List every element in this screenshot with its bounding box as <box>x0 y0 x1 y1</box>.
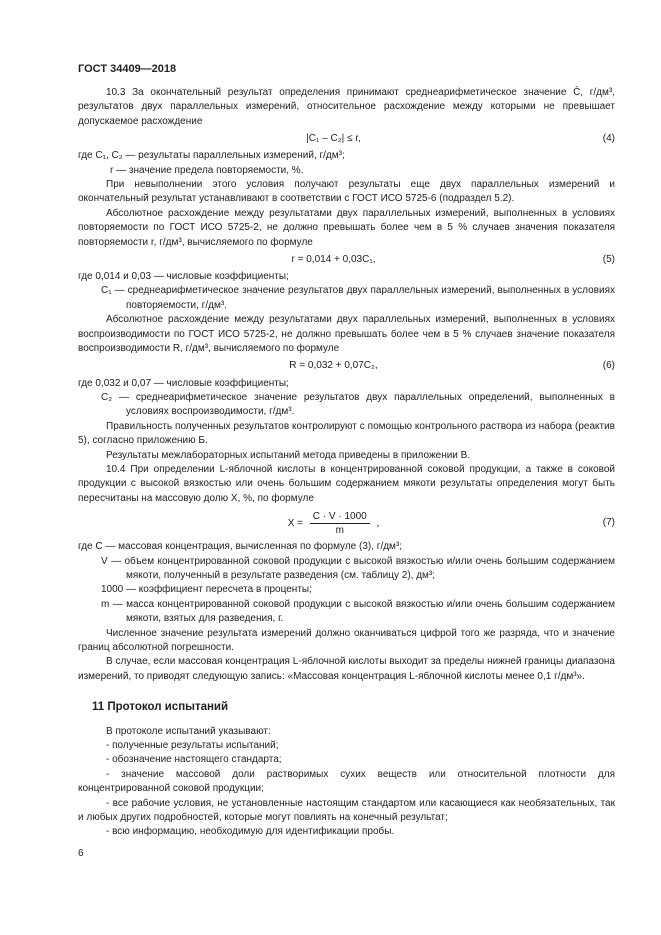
list-item: - значение массовой доли растворимых сухих веществ или относительной плотности для концентрированной соковой продукции; <box>78 768 615 795</box>
formula-expression <box>78 510 589 537</box>
where-clause: где C₁, C₂ — результаты параллельных измерений, г/дм³; <box>78 150 345 162</box>
formula-7 <box>78 506 615 540</box>
formula-expression: r = 0,014 + 0,03C₁, <box>291 253 376 265</box>
list-item: - полученные результаты испытаний; <box>106 740 279 752</box>
formula-5 <box>78 250 615 270</box>
where-clause: где C — массовая концентрация, вычисленная по формуле (3), г/дм³; <box>78 541 403 553</box>
list-item: - обозначение настоящего стандарта; <box>106 754 282 766</box>
term-definition: C₂ — среднеарифметическое значение результатов двух параллельных определений, выполненных в условиях воспроизводимости, г/дм³. <box>101 391 615 418</box>
formula-lhs: X = <box>287 517 304 529</box>
fraction <box>310 510 370 537</box>
term-definition: m — масса концентрированной соковой продукции с высокой вязкостью и/или очень большим содержанием мякоти, взятых для разведения, г. <box>101 598 615 625</box>
paragraph: В случае, если массовая концентрация L-яблочной кислоты выходит за пределы нижней границы диапазона измерений, то приводят следующую запись: «Массовая концентрация L-яблочной кислоты менее 0,1 г/дм³». <box>78 656 615 682</box>
page-header: ГОСТ 34409—2018 <box>78 63 177 75</box>
paragraph: Абсолютное расхождение между результатами двух параллельных измерений, выполненных в условиях повторяемости по ГОСТ ИСО 5725-2, не должно превышать более чем в 5 % случаев значения показателя повторяемости r, г/дм³, вычисляемого по формуле <box>78 207 615 248</box>
paragraph: Численное значение результата измерений должно оканчиваться цифрой того же разряда, что и значение границ абсолютной погрешности. <box>78 627 615 653</box>
formula-6 <box>78 357 615 377</box>
paragraph: Правильность полученных результатов контролируют с помощью контрольного раствора из набора (реактив 5), согласно приложению Б. <box>78 420 615 447</box>
formula-expression: |C₁ – C₂| ≤ r, <box>306 133 361 145</box>
term-definition: r — значение предела повторяемости, %. <box>110 164 304 176</box>
paragraph: В протоколе испытаний указывают: <box>106 725 271 737</box>
formula-number: (4) <box>602 133 615 145</box>
where-clause: где 0,032 и 0,07 — числовые коэффициенты; <box>78 377 289 389</box>
term-definition: V — объем концентрированной соковой продукции с высокой вязкостью и/или очень большим содержанием мякоти, полученный в результате разведения (см. таблицу 2), дм³; <box>101 555 615 581</box>
section-heading: 11 Протокол испытаний <box>92 701 229 714</box>
formula-number: (7) <box>602 516 615 528</box>
formula-expression: R = 0,032 + 0,07C₂, <box>289 360 378 372</box>
formula-4 <box>78 129 615 149</box>
formula-tail: , <box>376 517 380 529</box>
paragraph: При невыполнении этого условия получают результаты еще двух параллельных измерений и окончательный результат устанавливают в соответствии с ГОСТ ИСО 5725-6 (подраздел 5.2). <box>78 179 615 205</box>
list-item: - всю информацию, необходимую для идентификации пробы. <box>106 826 395 838</box>
formula-number: (5) <box>602 253 615 265</box>
term-definition: C₁ — среднеарифметическое значение результатов двух параллельных измерений, выполненных в условиях повторяемости, г/дм³. <box>101 285 615 311</box>
document-body <box>78 86 615 840</box>
fraction-denominator: m <box>335 524 344 536</box>
where-clause: где 0,014 и 0,03 — числовые коэффициенты; <box>78 271 289 283</box>
paragraph: 10.3 За окончательный результат определения принимают среднеарифметическое значение C̄, г/дм³, результатов двух параллельных измерений, относительное расхождение между которыми не превышает допускаемое расхождение <box>78 87 615 127</box>
formula-number: (6) <box>602 360 615 372</box>
paragraph: 10.4 При определении L-яблочной кислоты в концентрированной соковой продукции, а также в соковой продукции с высокой вязкостью или очень большим содержанием мякоти результаты определения могут быть пересчитаны на массовую долю X, %, по формуле <box>78 463 615 504</box>
paragraph: Результаты межлабораторных испытаний метода приведены в приложении В. <box>106 449 471 461</box>
page-number: 6 <box>78 848 84 859</box>
list-item: - все рабочие условия, не установленные настоящим стандартом или касающиеся как необязательных, так и любых других подробностей, которые могут повлиять на конечный результат; <box>78 797 615 824</box>
term-definition: 1000 — коэффициент пересчета в проценты; <box>101 584 312 596</box>
fraction-numerator: C · V · 1000 <box>310 510 370 524</box>
paragraph: Абсолютное расхождение между результатами двух параллельных измерений, выполненных в условиях воспроизводимости по ГОСТ ИСО 5725-2, не должно превышать более чем в 5 % случаев значение показателя воспроизводимости R, г/дм³, вычисляемого по формуле <box>78 314 615 355</box>
